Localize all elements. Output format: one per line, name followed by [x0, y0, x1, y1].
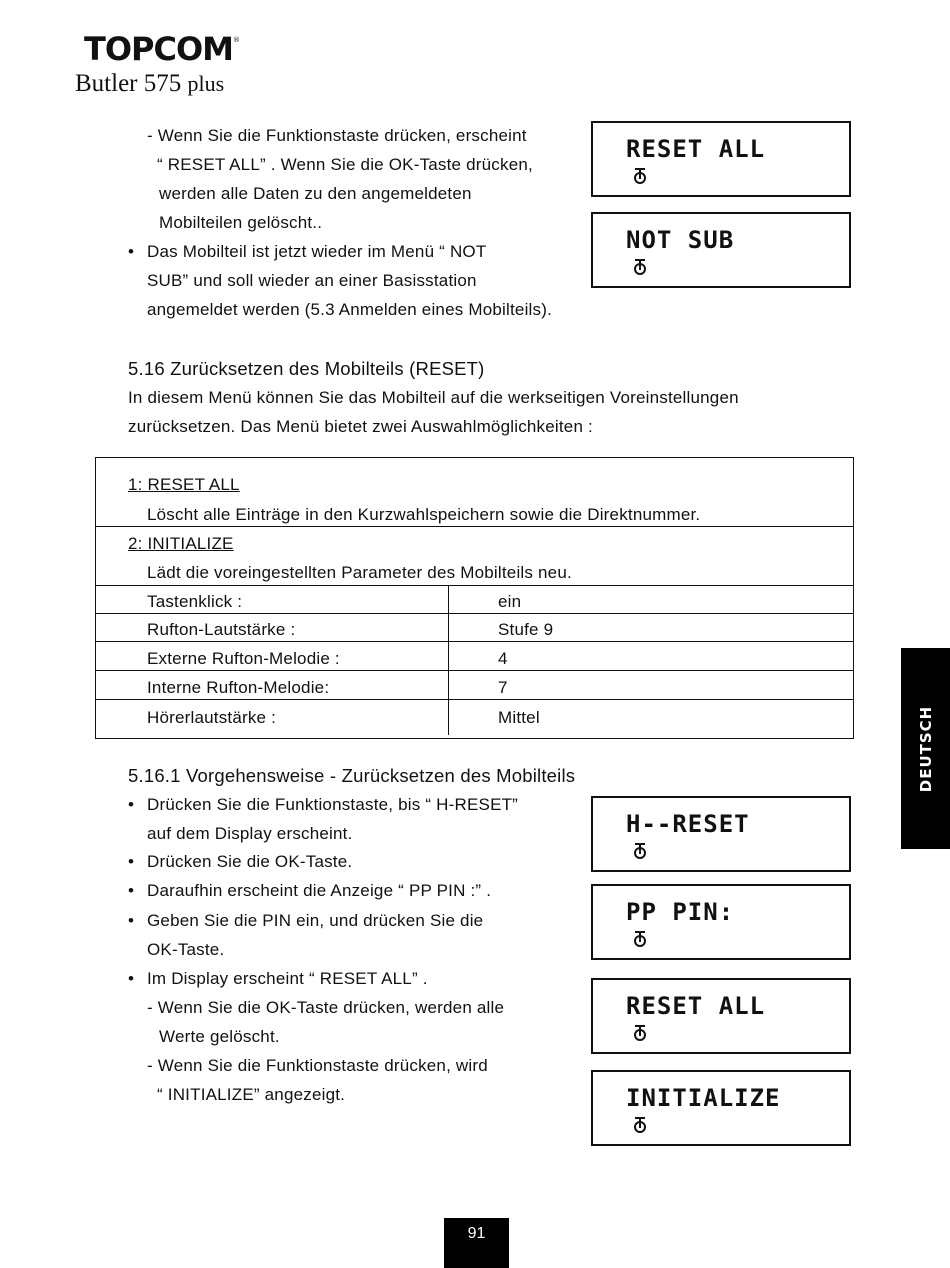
step-line: “ INITIALIZE” angezeigt.: [157, 1085, 346, 1104]
brand-logo: TOPCOM®: [84, 30, 240, 68]
param-name: Interne Rufton-Melodie:: [147, 678, 330, 697]
language-tab: DEUTSCH: [901, 648, 950, 849]
text-line: - Wenn Sie die Funktionstaste drücken, erscheint: [147, 126, 527, 145]
option-title: 1: RESET ALL: [128, 475, 240, 494]
step-line: Geben Sie die PIN ein, und drücken Sie die: [147, 911, 484, 930]
paragraph-line: zurücksetzen. Das Menü bietet zwei Auswahlmöglichkeiten :: [128, 417, 593, 436]
model-name: Butler 575 plus: [75, 70, 225, 97]
lcd-display: INITIALIZE: [591, 1070, 851, 1146]
text-line: Mobilteilen gelöscht..: [159, 213, 323, 232]
bullet: •: [128, 911, 135, 930]
handset-lock-icon: [633, 167, 647, 185]
step-line: Werte gelöscht.: [159, 1027, 280, 1046]
param-value: 7: [498, 678, 508, 697]
step-line: - Wenn Sie die Funktionstaste drücken, wird: [147, 1056, 488, 1075]
step-line: Daraufhin erscheint die Anzeige “ PP PIN :” .: [147, 881, 492, 900]
lcd-display: RESET ALL: [591, 121, 851, 197]
column-divider: [448, 585, 449, 735]
param-value: ein: [498, 592, 522, 611]
param-name: Hörerlautstärke :: [147, 708, 277, 727]
divider: [95, 585, 854, 586]
paragraph-line: In diesem Menü können Sie das Mobilteil auf die werkseitigen Voreinstellungen: [128, 388, 739, 407]
section-title: 5.16.1 Vorgehensweise - Zurücksetzen des Mobilteils: [128, 765, 576, 786]
param-name: Externe Rufton-Melodie :: [147, 649, 340, 668]
step-line: Drücken Sie die Funktionstaste, bis “ H-RESET”: [147, 795, 519, 814]
handset-lock-icon: [633, 1024, 647, 1042]
lcd-display: RESET ALL: [591, 978, 851, 1054]
step-line: - Wenn Sie die OK-Taste drücken, werden alle: [147, 998, 505, 1017]
handset-lock-icon: [633, 842, 647, 860]
bullet: •: [128, 242, 135, 261]
param-name: Tastenklick :: [147, 592, 243, 611]
handset-lock-icon: [633, 930, 647, 948]
param-value: Stufe 9: [498, 620, 554, 639]
option-title: 2: INITIALIZE: [128, 534, 234, 553]
lcd-display: PP PIN:: [591, 884, 851, 960]
param-name: Rufton-Lautstärke :: [147, 620, 296, 639]
handset-lock-icon: [633, 1116, 647, 1134]
divider: [95, 526, 854, 527]
bullet: •: [128, 881, 135, 900]
bullet: •: [128, 969, 135, 988]
handset-lock-icon: [633, 258, 647, 276]
text-line: werden alle Daten zu den angemeldeten: [159, 184, 472, 203]
lcd-display: NOT SUB: [591, 212, 851, 288]
param-value: Mittel: [498, 708, 540, 727]
step-line: OK-Taste.: [147, 940, 225, 959]
page-number: 91: [444, 1218, 509, 1268]
step-line: auf dem Display erscheint.: [147, 824, 353, 843]
param-value: 4: [498, 649, 508, 668]
text-line: “ RESET ALL” . Wenn Sie die OK-Taste drücken,: [157, 155, 533, 174]
option-description: Löscht alle Einträge in den Kurzwahlspeichern sowie die Direktnummer.: [147, 505, 701, 524]
step-line: Drücken Sie die OK-Taste.: [147, 852, 353, 871]
step-line: Im Display erscheint “ RESET ALL” .: [147, 969, 428, 988]
option-description: Lädt die voreingestellten Parameter des Mobilteils neu.: [147, 563, 572, 582]
bullet: •: [128, 852, 135, 871]
text-line: angemeldet werden (5.3 Anmelden eines Mobilteils).: [147, 300, 553, 319]
lcd-display: H--RESET: [591, 796, 851, 872]
bullet: •: [128, 795, 135, 814]
text-line: Das Mobilteil ist jetzt wieder im Menü “ NOT: [147, 242, 487, 261]
section-title: 5.16 Zurücksetzen des Mobilteils (RESET): [128, 358, 485, 379]
text-line: SUB” und soll wieder an einer Basisstation: [147, 271, 477, 290]
